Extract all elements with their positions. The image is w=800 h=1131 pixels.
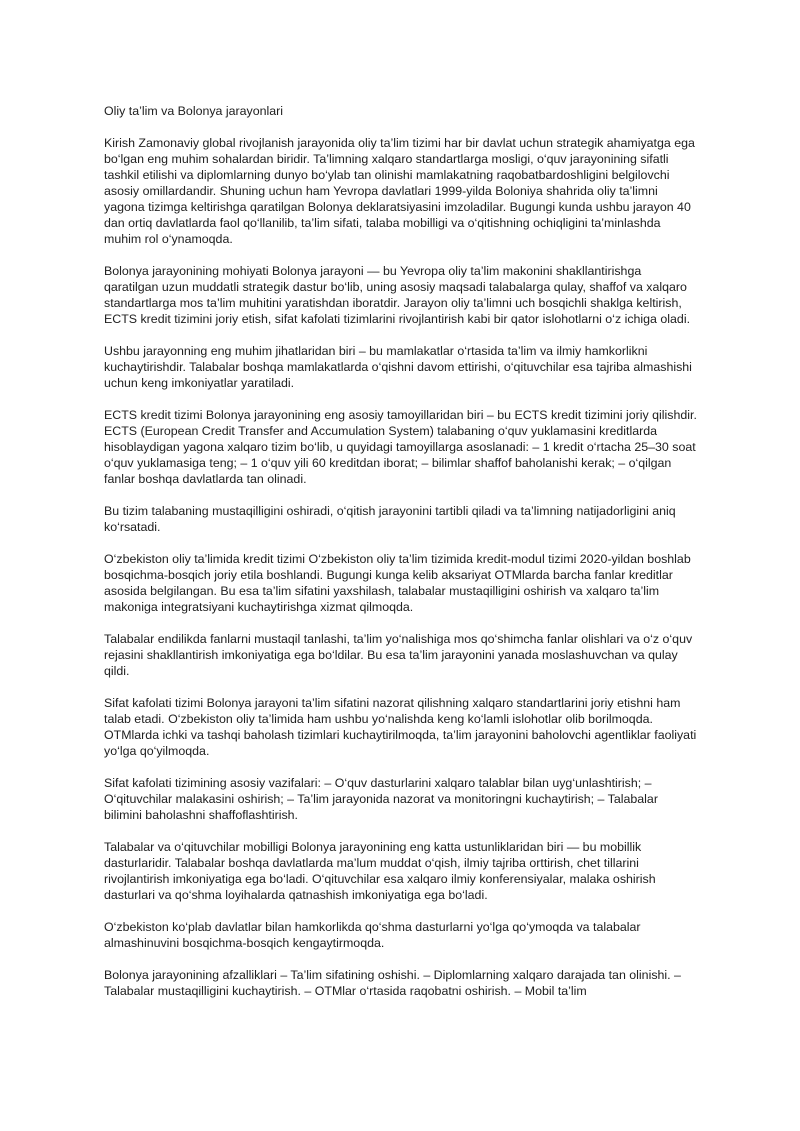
paragraph-afzalliklar: Bolonya jarayonining afzalliklari – Ta’lim sifatining oshishi. – Diplomlarning xalqaro darajada tan olinishi. – Talabalar mustaqilligini kuchaytirish. – OTMlar o‘rtasida raqobatni oshirish. – Mobil ta’lim (104, 968, 681, 998)
paragraph-intro: Kirish Zamonaviy global rivojlanish jarayonida oliy ta’lim tizimi har bir davlat uchun strategik ahamiyatga ega bo‘lgan eng muhim sohalardan biridir. Ta’limning xalqaro standartlarga mosligi, o‘quv jarayonining sifatli tashkil etilishi va diplomlarning dunyo bo‘ylab tan olinishi mamlakatning raqobatbardoshligini belgilovchi asosiy omillardandir. Shuning uchun ham Yevropa davlatlari 1999-yilda Boloniya shahrida oliy ta’limni yagona tizimga keltirishga qaratilgan Bolonya deklaratsiyasini imzoladilar. Bugungi kunda ushbu jarayon 40 dan ortiq davlatlarda faol qo‘llanilib, ta’lim sifati, talaba mobilligi va o‘qitishning ochiqligini ta’minlashda muhim rol o‘ynamoqda. (104, 136, 695, 246)
paragraph-tizim-natijasi: Bu tizim talabaning mustaqilligini oshiradi, o‘qitish jarayonini tartibli qiladi va ta’limning natijadorligini aniq ko‘rsatadi. (104, 504, 676, 534)
paragraph-qoshma-dasturlar: O‘zbekiston ko‘plab davlatlar bilan hamkorlikda qo‘shma dasturlarni yo‘lga qo‘ymoqda va talabalar almashinuvini bosqichma-bosqich kengaytirmoqda. (104, 920, 641, 950)
paragraph-hamkorlik: Ushbu jarayonning eng muhim jihatlaridan biri – bu mamlakatlar o‘rtasida ta’lim va ilmiy hamkorlikni kuchaytirishdir. Talabalar boshqa mamlakatlarda o‘qishni davom ettirishi, o‘qituvchilar esa tajriba almashishi uchun keng imkoniyatlar yaratiladi. (104, 344, 692, 390)
paragraph-uzbekiston-kredit: O‘zbekiston oliy ta’limida kredit tizimi O‘zbekiston oliy ta’lim tizimida kredit-modul tizimi 2020-yildan boshlab bosqichma-bosqich joriy etila boshlandi. Bugungi kunga kelib aksariyat OTMlarda barcha fanlar kreditlar asosida belgilangan. Bu esa ta’lim sifatini yaxshilash, talabalar mustaqilligini oshirish va xalqaro ta’lim makoniga integratsiyani kuchaytirishga xizmat qilmoqda. (104, 552, 691, 614)
paragraph-bolonya-mohiyati: Bolonya jarayonining mohiyati Bolonya jarayoni — bu Yevropa oliy ta’lim makonini shakllantirishga qaratilgan uzun muddatli strategik dastur bo‘lib, uning asosiy maqsadi talabalarga qulay, shaffof va xalqaro standartlarga mos ta’lim muhitini yaratishdan iboratdir. Jarayon oliy ta’limni uch bosqichli shaklga keltirish, ECTS kredit tizimini joriy etish, sifat kafolati tizimlarini rivojlantirish kabi bir qator islohotlarni o‘z ichiga oladi. (104, 264, 691, 326)
paragraph-talabalar-erkinligi: Talabalar endilikda fanlarni mustaqil tanlashi, ta’lim yo‘nalishiga mos qo‘shimcha fanlar olishlari va o‘z o‘quv rejasini shakllantirish imkoniyatiga ega bo‘ldilar. Bu esa ta’lim jarayonini yanada moslashuvchan va qulay qildi. (104, 632, 693, 678)
document-title: Oliy ta’lim va Bolonya jarayonlari (104, 104, 284, 118)
paragraph-mobillik: Talabalar va o‘qituvchilar mobilligi Bolonya jarayonining eng katta ustunliklaridan biri — bu mobillik dasturlaridir. Talabalar boshqa davlatlarda ma’lum muddat o‘qish, ilmiy tajriba orttirish, chet tillarini rivojlantirish imkoniyatiga ega bo‘ladi. O‘qituvchilar esa xalqaro ilmiy konferensiyalar, malaka oshirish dasturlari va qo‘shma loyihalarda qatnashish imkoniyatiga ega bo‘ladi. (104, 840, 656, 902)
paragraph-sifat-kafolati: Sifat kafolati tizimi Bolonya jarayoni ta’lim sifatini nazorat qilishning xalqaro standartlarini joriy etishni ham talab etadi. O‘zbekiston oliy ta’limida ham ushbu yo‘nalishda keng ko‘lamli islohotlar olib borilmoqda. OTMlarda ichki va tashqi baholash tizimlari kuchaytirilmoqda, ta’lim jarayonini baholovchi agentliklar faoliyati yo‘lga qo‘yilmoqda. (104, 696, 697, 758)
paragraph-sifat-vazifalari: Sifat kafolati tizimining asosiy vazifalari: – O‘quv dasturlarini xalqaro talablar bilan uyg‘unlashtirish; – O‘qituvchilar malakasini oshirish; – Ta’lim jarayonida nazorat va monitoringni kuchaytirish; – Talabalar bilimini baholashni shaffoflashtirish. (104, 776, 658, 822)
paragraph-ects-kredit: ECTS kredit tizimi Bolonya jarayonining eng asosiy tamoyillaridan biri – bu ECTS kredit tizimini joriy qilishdir. ECTS (European Credit Transfer and Accumulation System) talabaning o‘quv yuklamasini kreditlarda hisoblaydigan yagona xalqaro tizim bo‘lib, u quyidagi tamoyillarga asoslanadi: – 1 kredit o‘rtacha 25–30 soat o‘quv yuklamasiga teng; – 1 o‘quv yili 60 kreditdan iborat; – bilimlar shaffof baholanishi kerak; – o‘qilgan fanlar boshqa davlatlarda tan olinadi. (104, 408, 697, 486)
